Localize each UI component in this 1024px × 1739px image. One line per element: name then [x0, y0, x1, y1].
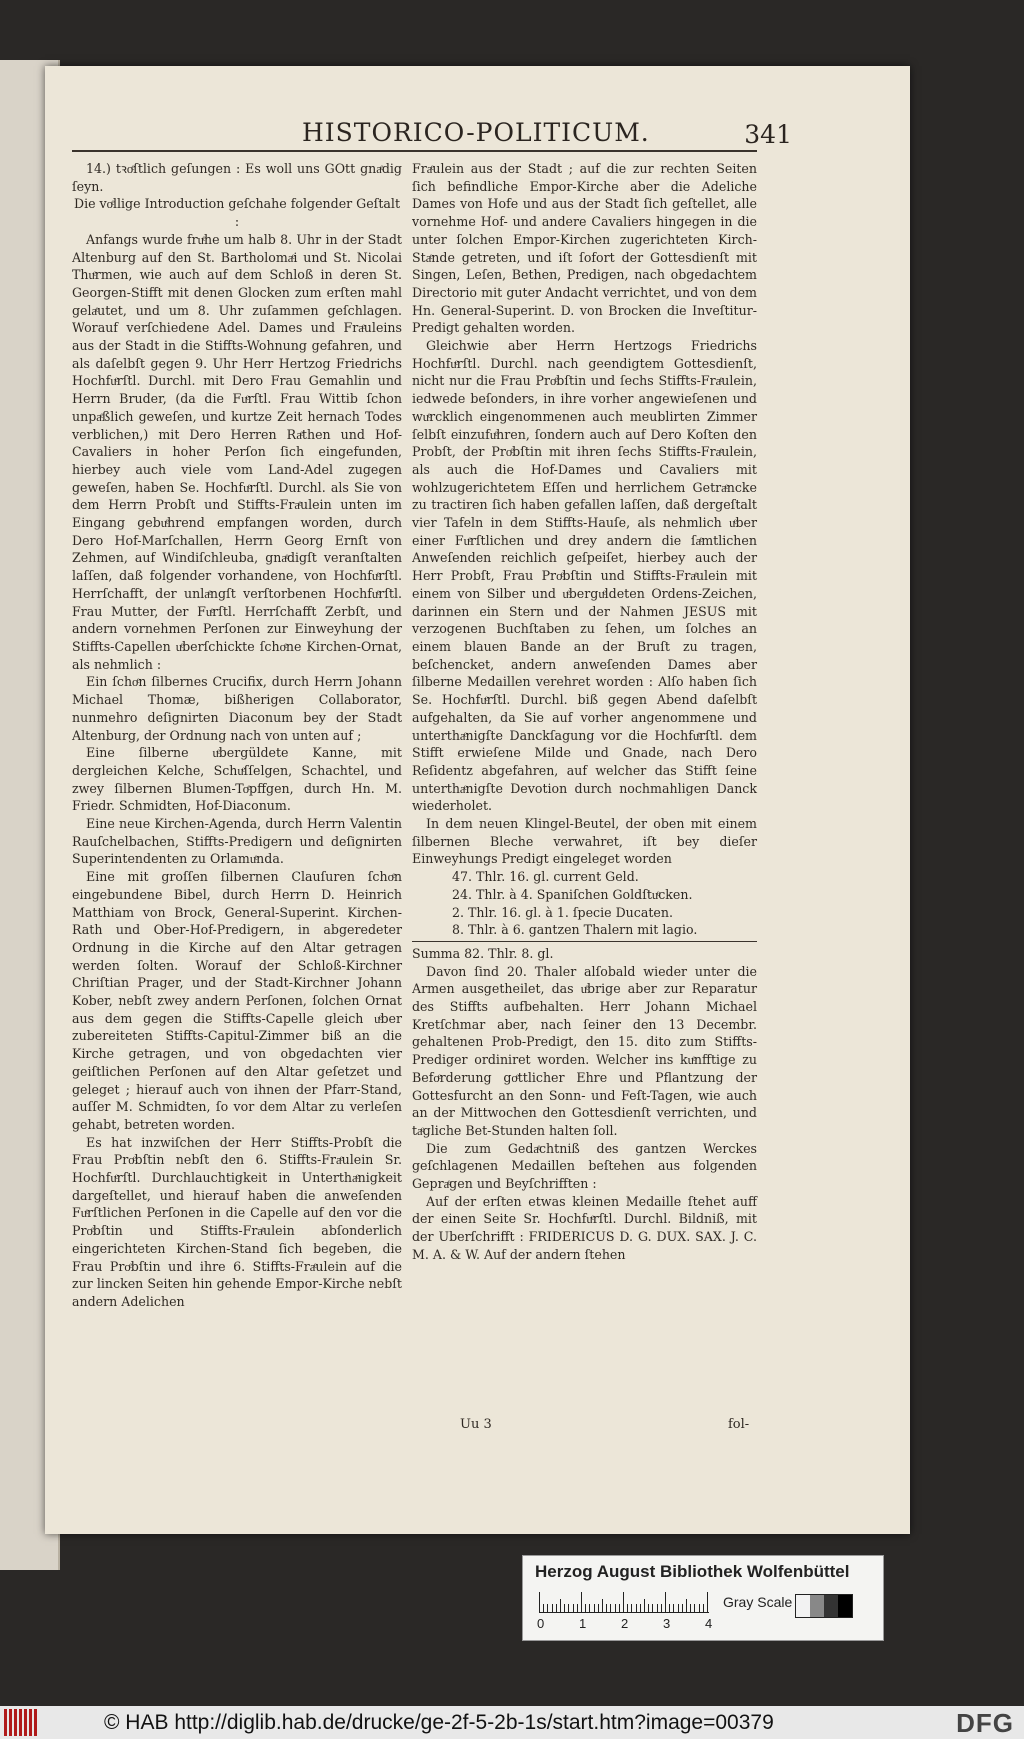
ruler-tick	[615, 1604, 616, 1612]
gray-scale-swatch	[795, 1594, 853, 1618]
ruler-tick	[673, 1604, 674, 1612]
paragraph: 2. Thlr. 16. gl. à 1. ſpecie Ducaten.	[452, 904, 673, 920]
ruler-tick	[652, 1604, 653, 1612]
running-title: HISTORICO-POLITICUM.	[302, 118, 650, 147]
logo-stripe	[34, 1709, 37, 1736]
signature-mark: Uu 3	[460, 1417, 492, 1432]
ruler-number: 4	[705, 1616, 713, 1631]
ruler-tick	[665, 1592, 666, 1612]
ruler-tick	[585, 1604, 586, 1612]
ruler-tick	[610, 1604, 611, 1612]
ruler-tick	[661, 1604, 662, 1612]
library-scale-card	[522, 1555, 884, 1641]
ruler-tick	[606, 1604, 607, 1612]
ruler-tick	[657, 1604, 658, 1612]
ruler-tick	[636, 1604, 637, 1612]
paragraph: 8. Thlr. à 6. gantzen Thalern mit lagio.	[452, 922, 698, 938]
dfg-logo: DFG	[956, 1708, 1014, 1738]
ruler-tick	[690, 1604, 691, 1612]
ruler-number: 2	[621, 1616, 629, 1631]
paragraph: Ein ſchoͤn ſilbernes Crucifix, durch Herrn Johann Michael Thomæ, bißherigen Collaborator, nunmehro deſignirten Diaconum bey der Stadt Altenburg, der Ordnung nach von unten auf ;	[72, 674, 402, 743]
ruler-tick	[560, 1599, 561, 1612]
library-name: Herzog August Bibliothek Wolfenbüttel	[535, 1562, 850, 1581]
logo-stripe	[29, 1709, 32, 1736]
ruler-tick	[573, 1604, 574, 1612]
ruler-tick	[568, 1604, 569, 1612]
paragraph: Die zum Gedaͤchtniß des gantzen Werckes geſchlagenen Medaillen beſtehen aus folgenden Gepraͤgen und Beyſchrifften :	[412, 1140, 757, 1192]
logo-stripe	[4, 1709, 7, 1736]
paragraph: Auf der erſten etwas kleinen Medaille ſtehet auff der einen Seite Sr. Hochfuͤrſtl. Durchl. Bildniß, mit der Uberſchrifft : FRIDERICUS D. G. DUX. SAX. J. C. M. A. & W. Auf der andern ſtehen	[412, 1193, 757, 1262]
ruler-tick	[703, 1604, 704, 1612]
ruler-tick	[686, 1599, 687, 1612]
paragraph: Fraͤulein aus der Stadt ; auf die zur rechten Seiten ſich befindliche Empor-Kirche aber die Adeliche Dames von Hofe und aus der Stadt ſich geſtellet, alle vornehme Hof- und andere Cavaliers hingegen in die unter ſolchen Empor-Kirchen zugerichteten Kirch-Staͤnde getreten, und iſt ſofort der Gottesdienſt mit Singen, Leſen, Bethen, Predigen, nach obgedachtem Directorio mit guter Andacht verrichtet, und von dem Hn. General-Superint. D. von Brocken die Inveſtitur-Predigt gehalten worden.	[412, 161, 757, 336]
running-header	[72, 118, 792, 154]
paragraph: Es hat inzwiſchen der Herr Stiffts-Probſt die Frau Proͤbſtin nebſt den 6. Stiffts-Fraͤulein Sr. Hochfuͤrſtl. Durchlauchtigkeit in Unterthaͤnigkeit dargeſtellet, und hierauf haben die anweſenden Fuͤrſtlichen Perſonen in die Capelle auf den vor die Proͤbſtin und Stiffts-Fraͤulein abſonderlich eingerichteten Kirchen-Stand ſich begeben, die Frau Proͤbſtin und ihre 6. Stiffts-Fraͤulein auf die zur lincken Seiten hin gehende Empor-Kirche nebſt andern Adelichen	[72, 1134, 402, 1309]
ruler-numbers	[537, 1616, 717, 1632]
paragraph: In dem neuen Klingel-Beutel, der oben mit einem ſilbernen Bleche verwahret, iſt bey dieſer Einweyhungs Predigt eingeleget worden	[412, 816, 757, 867]
ruler-tick	[644, 1599, 645, 1612]
logo-stripe	[9, 1709, 12, 1736]
left-text-column	[72, 160, 402, 1311]
paragraph: Eine neue Kirchen-Agenda, durch Herrn Valentin Rauſchelbachen, Stiffts-Predigern und deſignirten Superintendenten zu Orlamuͤnda.	[72, 816, 402, 867]
paragraph: Anfangs wurde fruͤhe um halb 8. Uhr in der Stadt Altenburg auf den St. Bartholomaͤi und St. Nicolai Thuͤrmen, wie auch auf dem Schloß in deren St. Georgen-Stifft mit denen Glocken zum erſten mahl gelaͤutet, und um 8. Uhr zuſammen geſchlagen. Worauf verſchiedene Adel. Dames und Fraͤuleins aus der Stadt in die Stiffts-Wohnung gefahren, und als daſelbſt gegen 9. Uhr Herr Hertzog Friedrichs Hochfuͤrſtl. Durchl. mit Dero Frau Gemahlin und Herrn Bruder, (da die Fuͤrſtl. Frau Wittib ſchon unpaͤßlich geweſen, und kurtze Zeit hernach Todes verblichen,) mit Dero Herren Raͤthen und Hof-Cavaliers in hoher Perſon ſich eingefunden, hierbey auch viele vom Land-Adel zugegen geweſen, haben Se. Hochfuͤrſtl. Durchl. als Sie von dem Herrn Probſt und Stiffts-Fraͤulein unten im Eingang gebuͤhrend empfangen worden, durch Dero Hof-Marſchallen, Herrn Georg Ernſt von Zehmen, auf Windiſchleuba, gnaͤdigſt veranſtalten laſſen, daß folgender vorhandene, von Hochfuͤrſtl. Herrſchafft, der unlaͤngſt verſtorbenen Hochfuͤrſtl. Frau Mutter, der Fuͤrſtl. Herrſchafft Zerbſt, und andern vornehmen Perſonen zur Einweyhung der Stiffts-Capellen uͤberſchickte ſchoͤne Kirchen-Ornat, als nehmlich :	[72, 231, 402, 672]
paragraph: Summa 82. Thlr. 8. gl.	[412, 945, 554, 961]
viewer-footer-bar	[0, 1706, 1024, 1739]
ruler-number: 3	[663, 1616, 671, 1631]
ruler-tick	[598, 1604, 599, 1612]
ruler-tick	[694, 1604, 695, 1612]
ruler-tick	[552, 1604, 553, 1612]
ruler-tick	[623, 1592, 624, 1612]
ruler-number: 0	[537, 1616, 545, 1631]
ruler-tick	[678, 1604, 679, 1612]
ruler-tick	[556, 1604, 557, 1612]
ruler-tick	[619, 1604, 620, 1612]
header-rule	[72, 150, 757, 152]
paragraph: Gleichwie aber Herrn Hertzogs Friedrichs Hochfuͤrſtl. Durchl. nach geendigtem Gottesdienſt, nicht nur die Frau Proͤbſtin und ſechs Stiffts-Fraͤulein, iedwede beſonders, in ihre vorher angewieſenen und wuͤrcklich eingenommenen auch meublirten Zimmer ſelbſt einzufuͤhren, ſondern auch auf Dero Koſten den Probſt, der Proͤbſtin mit ihren ſechs Stiffts-Fraͤulein, als auch die Hof-Dames und Cavaliers mit wohlzugerichtetem Eſſen und herrlichem Getraͤncke zu tractiren ſich haben gefallen laſſen, daß dergeſtalt vier Tafeln in dem Stiffts-Hauſe, als nehmlich uͤber einer Fuͤrſtlichen und drey andern die ſaͤmtlichen Anweſenden reichlich geſpeiſet, hierbey auch der Herr Probſt, Frau Proͤbſtin und Stiffts-Fraͤulein mit einem von Silber und uͤberguͤldeten Ordens-Zeichen, darinnen ein Stern und der Nahmen JESUS mit verzogenen Buchſtaben zu ſehen, um ſolches an einem blauen Bande an der Bruſt zu tragen, beſchencket, andern anweſenden Dames aber ſilberne Medaillen verehret worden : Alſo haben ſich Se. Hochfuͤrſtl. Durchl. biß gegen Abend daſelbſt aufgehalten, da Sie auf vorher angenommene und unterthaͤnigſte Danckſagung vor die Hochfuͤrſtl. dem Stifft erwieſene Milde und Gnade, nach Dero Reſidentz abgefahren, auf welcher das Stifft ſeine unterthaͤnigſte Devotion durch nochmahligen Danck wiederholet.	[412, 338, 757, 814]
paragraph: Eine ſilberne uͤbergüldete Kanne, mit dergleichen Kelche, Schuͤſſelgen, Schachtel, und zwey ſilbernen Blumen-Toͤpffgen, durch Hn. M. Friedr. Schmidten, Hof-Diaconum.	[72, 745, 402, 814]
ruler-tick	[627, 1604, 628, 1612]
hab-logo-icon	[0, 1709, 44, 1736]
ruler-tick	[707, 1592, 708, 1612]
ruler-tick	[564, 1604, 565, 1612]
ruler-tick	[631, 1604, 632, 1612]
ruler-tick	[539, 1592, 540, 1612]
paragraph: 24. Thlr. à 4. Spaniſchen Goldſtuͤcken.	[452, 886, 693, 902]
ruler-tick	[602, 1599, 603, 1612]
summa-rule	[412, 941, 757, 942]
paragraph: Die voͤllige Introduction geſchahe folgender Geſtalt :	[73, 196, 401, 230]
ruler-tick	[682, 1604, 683, 1612]
catchword: fol-	[728, 1417, 750, 1432]
ruler-number: 1	[579, 1616, 587, 1631]
ruler-tick	[648, 1604, 649, 1612]
paragraph: 14.) tꝛoͤſtlich geſungen : Es woll uns GOtt gnaͤdig ſeyn.	[72, 161, 402, 194]
paragraph: Eine mit groſſen ſilbernen Clauſuren ſchoͤn eingebundene Bibel, durch Herrn D. Heinrich Matthiam von Brock, General-Superint. Kirchen-Rath und Ober-Hof-Predigern, in abgeredeter Ordnung in die Kirche auf den Altar getragen werden ſolten. Worauf der Schloß-Kirchner Chriſtian Prager, und der Stadt-Kirchner Johann Kober, nebſt zwey andern Perſonen, ſolchen Ornat aus dem gegen die Stiffts-Capelle gleich uͤber zubereiteten Stiffts-Capitul-Zimmer biß an die Kirche getragen, und von obgedachten vier geiſtlichen Perſonen auf den Altar geſetzet und geleget ; hierauf auch von ihnen der Pfarr-Stand, auſſer M. Schmidten, ſo vor dem Altar zu verleſen gehabt, betreten worden.	[72, 869, 402, 1132]
logo-stripe	[19, 1709, 22, 1736]
page-number: 341	[744, 120, 792, 149]
ruler-tick	[547, 1604, 548, 1612]
ruler-tick	[577, 1604, 578, 1612]
paragraph: Davon ſind 20. Thaler alſobald wieder unter die Armen ausgetheilet, das uͤbrige aber zur Reparatur des Stiffts aufbehalten. Herr Johann Michael Kretſchmar aber, nach ſeiner den 13 Decembr. gehaltenen Prob-Predigt, den 15. dito zum Stiffts-Prediger ordiniret worden. Welcher ins kuͤnfftige zu Befoͤrderung goͤttlicher Ehre und Pflantzung der Gottesfurcht an den Sonn- und Feſt-Tagen, wie auch an der Mittwochen den Gottesdienſt verrichten, und taͤgliche Bet-Stunden halten ſoll.	[412, 963, 757, 1138]
logo-stripe	[14, 1709, 17, 1736]
paragraph: 47. Thlr. 16. gl. current Geld.	[452, 869, 639, 885]
ruler-tick	[594, 1604, 595, 1612]
ruler-tick	[699, 1604, 700, 1612]
ruler-tick	[640, 1604, 641, 1612]
ruler-tick	[543, 1604, 544, 1612]
logo-stripe	[24, 1709, 27, 1736]
ruler-scale	[539, 1592, 709, 1613]
source-url-text[interactable]: © HAB http://diglib.hab.de/drucke/ge-2f-5-2b-1s/start.htm?image=00379	[104, 1711, 774, 1734]
right-text-column	[412, 160, 757, 1264]
ruler-tick	[589, 1604, 590, 1612]
ruler-tick	[669, 1604, 670, 1612]
gray-scale-label: Gray Scale	[723, 1594, 793, 1610]
ruler-tick	[581, 1592, 582, 1612]
